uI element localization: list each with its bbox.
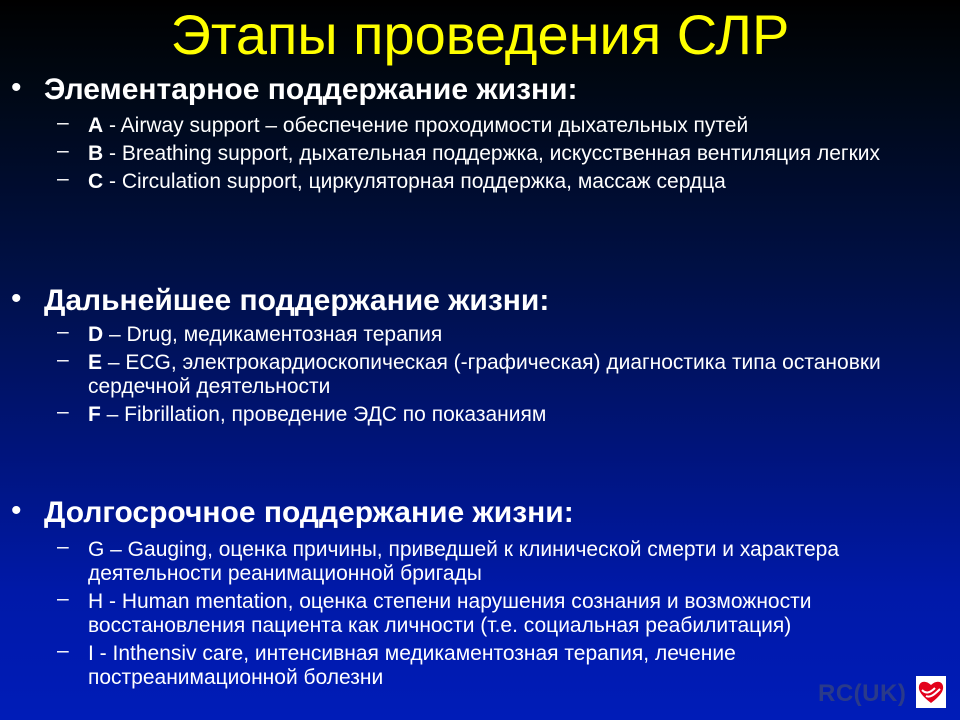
item-letter: A [88,114,104,137]
dash-icon: – [57,111,69,134]
dash-icon: – [57,139,69,162]
item-letter: B [88,142,104,165]
section-basic-life-support [0,70,960,194]
section-advanced-life-support [0,281,960,427]
bullet-icon: • [11,494,22,527]
dash-icon: – [57,587,69,610]
item-letter: D [88,323,104,346]
section-heading: Дальнейшее поддержание жизни: [44,284,550,317]
section-heading-row [0,493,960,533]
section-heading: Элементарное поддержание жизни: [44,73,578,106]
item-text: – Drug, медикаментозная терапия [103,323,443,346]
item-text: G – Gauging, оценка причины, приведшей к клинической смерти и характера деятельности реанимационной бригады [88,538,840,585]
dash-icon: – [57,320,69,343]
dash-icon: – [57,348,69,371]
dash-icon: – [57,639,69,662]
bullet-icon: • [11,71,22,104]
list-item [0,400,960,427]
bullet-icon: • [11,282,22,315]
dash-icon: – [57,400,69,423]
item-text: – Fibrillation, проведение ЭДС по показаниям [100,403,547,426]
list-item [0,139,960,166]
dash-icon: – [57,535,69,558]
logo-text: RC(UK) [818,680,907,707]
item-text: - Breathing support, дыхательная поддержка, искусственная вентиляция легких [103,142,881,165]
section-heading-row [0,281,960,321]
list-item [0,320,960,347]
item-letter: F [88,403,101,426]
rcuk-logo [818,676,948,712]
list-item [0,111,960,138]
item-letter: E [88,351,103,374]
section-heading: Долгосрочное поддержание жизни: [44,496,574,529]
section-heading-row [0,70,960,110]
item-text: I - Inthensiv care, интенсивная медикаментозная терапия, лечение постреанимационной болезни [88,642,736,689]
dash-icon: – [57,167,69,190]
list-item [0,535,960,586]
item-text: H - Human mentation, оценка степени нарушения сознания и возможности восстановления пациента как личности (т.е. социальная реабилитация) [88,590,812,637]
item-letter: C [88,170,104,193]
heart-hands-icon [916,676,946,708]
section-prolonged-life-support [0,493,960,690]
item-text: - Circulation support, циркуляторная поддержка, массаж сердца [103,170,726,193]
slide-title: Этапы проведения СЛР [170,3,790,66]
item-text: - Airway support – обеспечение проходимости дыхательных путей [103,114,749,137]
item-text: – ECG, электрокардиоскопическая (-графическая) диагностика типа остановки сердечной деятельности [88,351,881,398]
list-item [0,167,960,194]
list-item [0,348,960,399]
list-item [0,639,960,690]
list-item [0,587,960,638]
